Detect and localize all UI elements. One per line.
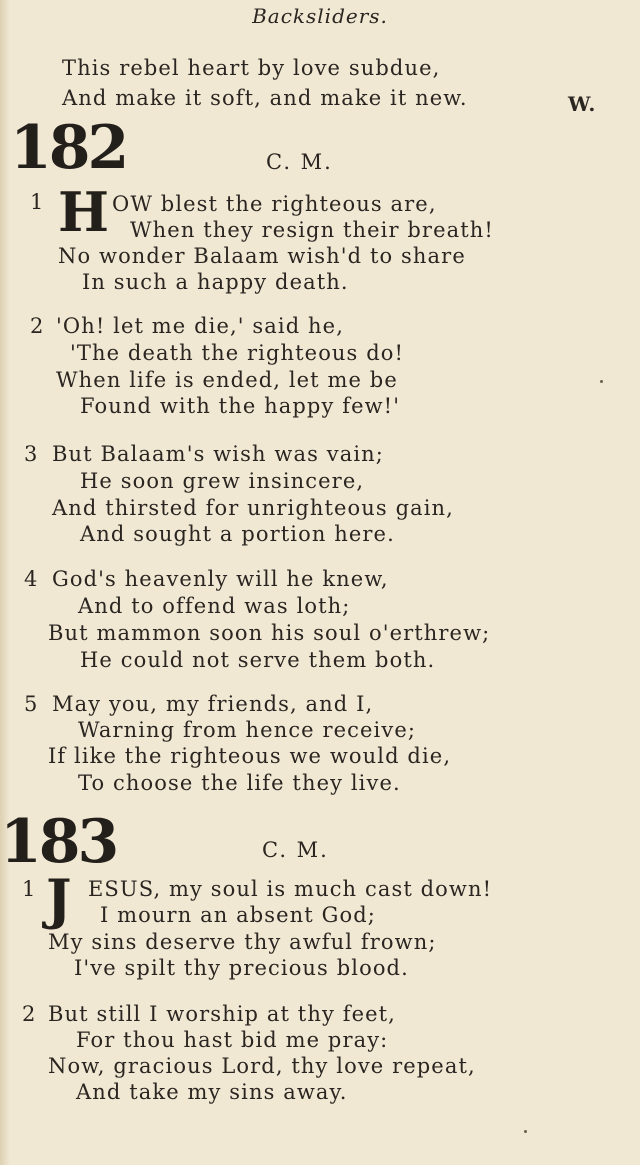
verse-line: And to offend was loth;: [78, 594, 351, 618]
verse-line: My sins deserve thy awful frown;: [48, 930, 437, 954]
verse-number: 2: [30, 314, 44, 338]
verse-line: When they resign their breath!: [130, 218, 494, 242]
verse-line: 'Oh! let me die,' said he,: [56, 314, 344, 338]
verse-number: 2: [22, 1002, 36, 1026]
verse-line: In such a happy death.: [82, 270, 349, 294]
verse-line: He soon grew insincere,: [80, 469, 365, 493]
verse-line: But still I worship at thy feet,: [48, 1002, 396, 1026]
verse-number: 1: [22, 877, 36, 901]
verse-line: And thirsted for unrighteous gain,: [52, 496, 454, 520]
verse-line: No wonder Balaam wish'd to share: [58, 244, 466, 268]
verse-line: Warning from hence receive;: [78, 718, 417, 742]
running-head: Backsliders.: [252, 4, 388, 28]
verse-number: 4: [24, 567, 38, 591]
drop-cap: J: [46, 867, 72, 931]
page-gutter: [0, 0, 10, 1165]
verse-line: And sought a portion here.: [80, 522, 395, 546]
verse-line: I've spilt thy precious blood.: [74, 956, 409, 980]
verse-line: Now, gracious Lord, thy love repeat,: [48, 1054, 476, 1078]
verse-line: But Balaam's wish was vain;: [52, 442, 384, 466]
verse-line: When life is ended, let me be: [56, 368, 398, 392]
hymn-number: 182: [10, 113, 127, 183]
hymn-meter: C. M.: [262, 838, 329, 862]
verse-number: 3: [24, 442, 38, 466]
verse-line: For thou hast bid me pray:: [76, 1028, 389, 1052]
hymn-number: 183: [0, 807, 117, 877]
drop-cap: H: [58, 180, 110, 244]
verse-number: 1: [30, 190, 44, 214]
verse-line: OW blest the righteous are,: [112, 192, 437, 216]
verse-line: 'The death the righteous do!: [70, 341, 405, 365]
verse-line: To choose the life they live.: [78, 771, 401, 795]
hymn-meter: C. M.: [266, 150, 333, 174]
verse-line: And make it soft, and make it new.: [62, 86, 468, 110]
verse-line: But mammon soon his soul o'erthrew;: [48, 621, 491, 645]
verse-line: If like the righteous we would die,: [48, 744, 452, 768]
author-initial: W.: [568, 92, 597, 116]
ink-speck: [524, 1130, 527, 1133]
verse-line: ESUS, my soul is much cast down!: [88, 877, 493, 901]
verse-number: 5: [24, 692, 38, 716]
verse-line: I mourn an absent God;: [100, 903, 376, 927]
verse-line: God's heavenly will he knew,: [52, 567, 389, 591]
verse-line: He could not serve them both.: [80, 648, 436, 672]
verse-line: May you, my friends, and I,: [52, 692, 374, 716]
verse-line: Found with the happy few!': [80, 394, 401, 418]
verse-line: And take my sins away.: [76, 1080, 348, 1104]
verse-line: This rebel heart by love subdue,: [62, 56, 441, 80]
ink-speck: [600, 380, 603, 383]
